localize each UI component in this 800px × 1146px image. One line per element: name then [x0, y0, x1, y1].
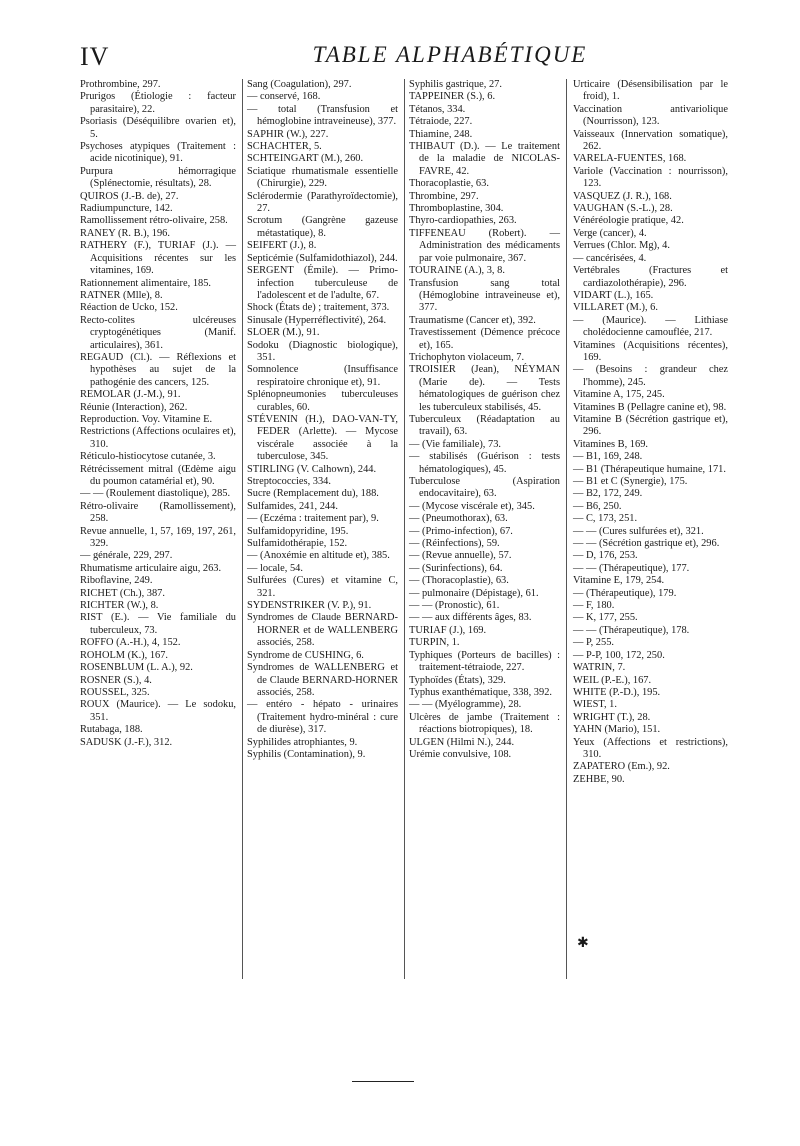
index-entry: — pulmonaire (Dépistage), 61. — [409, 587, 539, 599]
index-entry: Radiumpuncture, 142. — [80, 203, 173, 215]
index-entry: Septicémie (Sulfamidothiazol), 244. — [247, 252, 398, 264]
index-entry: RIST (E.). — Vie familiale du tuberculeux, 73. — [80, 612, 236, 636]
index-entry: Rutabaga, 188. — [80, 724, 143, 736]
index-entry: Syphilis (Contamination), 9. — [247, 748, 366, 760]
index-entry: Réunie (Interaction), 262. — [80, 401, 188, 413]
index-entry: ROSNER (S.), 4. — [80, 674, 152, 686]
index-entry: Revue annuelle, 1, 57, 169, 197, 261, 329. — [80, 525, 236, 550]
index-entry: — B1 (Thérapeutique humaine, 171. — [573, 463, 726, 475]
index-entry: SCHACHTER, 5. — [247, 141, 322, 153]
index-entry: Thoracoplastie, 63. — [409, 178, 489, 190]
page-number: IV — [80, 42, 110, 71]
index-entry: ROFFO (A.-H.), 4, 152. — [80, 637, 181, 649]
index-entry: ROUSSEL, 325. — [80, 686, 150, 698]
index-entry: ZAPATERO (Em.), 92. — [573, 761, 670, 773]
index-entry: Vitamines B, 169. — [573, 438, 648, 450]
index-entry: Psychoses atypiques (Traitement : acide nicotinique), 91. — [80, 141, 236, 165]
index-entry: ZEHBE, 90. — [573, 773, 625, 785]
bottom-rule — [352, 1081, 414, 1082]
index-entry: YAHN (Mario), 151. — [573, 724, 661, 736]
index-entry: Splénopneumonies tuberculeuses curables, 60. — [247, 389, 398, 413]
index-entry: SERGENT (Émile). — Primo-infection tuberculeuse de l'adolescent et de l'adulte, 67. — [247, 265, 398, 301]
index-entry: Syphilides atrophiantes, 9. — [247, 736, 358, 748]
index-entry: SAPHIR (W.), 227. — [247, 128, 329, 140]
index-entry: Prothrombine, 297. — [80, 79, 161, 90]
index-entry: ROUX (Maurice). — Le sodoku, 351. — [80, 699, 236, 723]
index-entry: Sciatique rhumatismale essentielle (Chirurgie), 229. — [247, 165, 398, 190]
index-entry: — — aux différents âges, 83. — [409, 612, 532, 624]
index-column-2 — [242, 79, 404, 979]
index-entry: Typhiques (Porteurs de bacilles) : traitement-tétraiode, 227. — [409, 649, 560, 674]
index-entry: Syndromes de WALLENBERG et de Claude BERNARD-HORNER associés, 258. — [247, 662, 398, 698]
index-entry: Rétrécissement mitral (Œdème aigu du poumon catamérial et), 90. — [80, 463, 236, 487]
index-entry: — B2, 172, 249. — [573, 488, 643, 500]
index-entry: RICHTER (W.), 8. — [80, 600, 159, 612]
index-entry: Transfusion sang total (Hémoglobine intraveineuse et), 377. — [409, 277, 560, 314]
index-entry: — (Thoracoplastie), 63. — [409, 575, 509, 587]
index-entry: Psoriasis (Déséquilibre ovarien et), 5. — [80, 116, 236, 140]
index-entry: Vitamines B (Pellagre canine et), 98. — [573, 401, 727, 413]
index-entry: VARELA-FUENTES, 168. — [573, 153, 687, 165]
index-columns — [80, 79, 728, 979]
index-entry: QUIROS (J.-B. de), 27. — [80, 190, 179, 202]
index-entry: — (Surinfections), 64. — [409, 562, 503, 574]
index-entry: — (Revue annuelle), 57. — [409, 550, 512, 562]
index-entry: Rhumatisme articulaire aigu, 263. — [80, 562, 222, 574]
index-entry: — locale, 54. — [247, 562, 303, 574]
index-entry: — (Eczéma : traitement par), 9. — [247, 513, 379, 525]
index-entry: RANEY (R. B.), 196. — [80, 227, 170, 239]
index-entry: — entéro - hépato - urinaires (Traitement hydro-minéral : cure de diurèse), 317. — [247, 699, 398, 736]
index-entry: Thyro-cardiopathies, 263. — [409, 215, 517, 227]
index-entry: Sucre (Remplacement du), 188. — [247, 488, 379, 500]
index-entry: REMOLAR (J.-M.), 91. — [80, 389, 181, 401]
index-entry: Réaction de Ucko, 152. — [80, 302, 178, 314]
index-entry: Urémie convulsive, 108. — [409, 748, 512, 760]
index-entry: Tuberculose (Aspiration endocavitaire), 63. — [409, 476, 560, 500]
index-entry: — K, 177, 255. — [573, 612, 638, 624]
index-entry: — — (Myélogramme), 28. — [409, 699, 522, 711]
index-entry: Recto-colites ulcéreuses cryptogénétiques (Manif. articulaires), 361. — [80, 314, 236, 351]
index-entry: — — (Thérapeutique), 177. — [573, 562, 690, 574]
index-entry: — (Mycose viscérale et), 345. — [409, 500, 535, 512]
index-entry: Sulfamides, 241, 244. — [247, 500, 338, 512]
index-entry: — P, 255. — [573, 637, 614, 649]
index-entry: WHITE (P.-D.), 195. — [573, 686, 661, 698]
index-entry: Syndrome de CUSHING, 6. — [247, 649, 364, 661]
index-entry: — — (Cures sulfurées et), 321. — [573, 525, 704, 537]
index-entry: Vaccination antivariolique (Nourrisson), 123. — [573, 103, 728, 128]
index-entry: Vaisseaux (Innervation somatique), 262. — [573, 128, 728, 153]
index-entry: ROHOLM (K.), 167. — [80, 649, 169, 661]
index-entry: — (Thérapeutique), 179. — [573, 587, 677, 599]
index-entry: Typhoïdes (États), 329. — [409, 674, 506, 686]
index-entry: Rationnement alimentaire, 185. — [80, 277, 211, 289]
index-entry: Sclérodermie (Parathyroïdectomie), 27. — [247, 190, 398, 215]
index-entry: Vitamines (Acquisitions récentes), 169. — [573, 339, 728, 363]
index-entry: — — (Pronostic), 61. — [409, 600, 500, 612]
index-entry: — total (Transfusion et hémoglobine intraveineuse), 377. — [247, 103, 398, 128]
index-entry: — (Besoins : grandeur chez l'homme), 245. — [573, 364, 728, 388]
index-entry: — B1, 169, 248. — [573, 451, 643, 463]
index-entry: — — (Sécrétion gastrique et), 296. — [573, 538, 720, 550]
index-entry: — cancérisées, 4. — [573, 252, 647, 264]
index-entry: Thiamine, 248. — [409, 128, 473, 140]
index-entry: RICHET (Ch.), 387. — [80, 587, 165, 599]
index-column-3 — [404, 79, 566, 979]
index-entry: — (Primo-infection), 67. — [409, 525, 513, 537]
index-entry: TURPIN, 1. — [409, 637, 460, 649]
index-entry: WRIGHT (T.), 28. — [573, 711, 651, 723]
index-entry: Ramollissement rétro-olivaire, 258. — [80, 215, 228, 227]
index-entry: — (Vie familiale), 73. — [409, 438, 501, 450]
index-entry: Travestissement (Démence précoce et), 165. — [409, 327, 560, 351]
index-entry: Urticaire (Désensibilisation par le froid), 1. — [573, 79, 728, 103]
index-entry: WIEST, 1. — [573, 699, 617, 711]
index-entry: Prurigos (Étiologie : facteur parasitaire), 22. — [80, 91, 236, 115]
index-entry: SYDENSTRIKER (V. P.), 91. — [247, 600, 372, 612]
index-entry: VIDART (L.), 165. — [573, 289, 654, 301]
page-header — [0, 42, 800, 82]
index-entry: SCHTEINGART (M.), 260. — [247, 153, 364, 165]
index-entry: REGAUD (Cl.). — Réflexions et hypothèses au sujet de la pathogénie des cancers, 125. — [80, 351, 236, 388]
index-entry: THIBAUT (D.). — Le traitement de la maladie de NICOLAS-FAVRE, 42. — [409, 141, 560, 177]
index-entry: Vitamine B (Sécrétion gastrique et), 296. — [573, 413, 728, 438]
index-entry: SLOER (M.), 91. — [247, 327, 320, 339]
running-title: TABLE ALPHABÉTIQUE — [312, 42, 588, 67]
index-entry: Sang (Coagulation), 297. — [247, 79, 352, 90]
index-entry: Somnolence (Insuffisance respiratoire chronique et), 91. — [247, 364, 398, 388]
index-entry: Yeux (Affections et restrictions), 310. — [573, 736, 728, 760]
index-entry: — (Pneumothorax), 63. — [409, 513, 508, 525]
index-entry: Sulfamidothérapie, 152. — [247, 538, 348, 550]
index-entry: RATNER (Mlle), 8. — [80, 289, 163, 301]
index-entry: VILLARET (M.), 6. — [573, 302, 658, 314]
index-entry: Vitamine E, 179, 254. — [573, 575, 665, 587]
index-entry: Typhus exanthématique, 338, 392. — [409, 686, 552, 698]
index-entry: Verrues (Chlor. Mg), 4. — [573, 240, 670, 252]
index-entry: Thrombine, 297. — [409, 190, 479, 202]
index-entry: — P-P, 100, 172, 250. — [573, 649, 665, 661]
index-entry: STÉVENIN (H.), DAO-VAN-TY, FEDER (Arlette). — Mycose viscérale associée à la tuberculose, 345. — [247, 413, 398, 463]
index-entry: SEIFERT (J.), 8. — [247, 240, 317, 252]
index-entry: — — (Roulement diastolique), 285. — [80, 488, 231, 500]
index-entry: Restrictions (Affections oculaires et), 310. — [80, 426, 236, 450]
index-entry: TOURAINE (A.), 3, 8. — [409, 265, 505, 277]
index-entry: TURIAF (J.), 169. — [409, 624, 487, 636]
index-entry: — (Maurice). — Lithiase cholédocienne camouflée, 217. — [573, 314, 728, 339]
index-entry: WEIL (P.-E.), 167. — [573, 674, 652, 686]
index-entry: Tétanos, 334. — [409, 103, 466, 115]
index-entry: Sulfamidopyridine, 195. — [247, 525, 349, 537]
index-entry: Scrotum (Gangrène gazeuse métastatique), 8. — [247, 215, 398, 239]
index-entry: TIFFENEAU (Robert). — Administration des médicaments par voie pulmonaire, 367. — [409, 227, 560, 264]
index-entry: Syndromes de Claude BERNARD-HORNER et de WALLENBERG associés, 258. — [247, 612, 398, 649]
index-entry: Vitamine A, 175, 245. — [573, 389, 665, 401]
index-entry: TROISIER (Jean), NÉYMAN (Marie de). — Tests hématologiques de guérison chez les tuberculeux stabilisés, 45. — [409, 364, 560, 413]
index-entry: VASQUEZ (J. R.), 168. — [573, 190, 672, 202]
index-entry: Purpura hémorragique (Splénectomie, résultats), 28. — [80, 165, 236, 190]
index-entry: — stabilisés (Guérison : tests hématologiques), 45. — [409, 451, 560, 475]
index-column-1 — [80, 79, 242, 979]
index-entry: Vénéréologie pratique, 42. — [573, 215, 684, 227]
index-entry: Vertébrales (Fractures et cardiazolothérapie), 296. — [573, 265, 728, 289]
index-entry: Traumatisme (Cancer et), 392. — [409, 314, 536, 326]
index-entry: Tétraiode, 227. — [409, 116, 473, 128]
index-entry: Rétro-olivaire (Ramollissement), 258. — [80, 500, 236, 525]
index-entry: Trichophyton violaceum, 7. — [409, 351, 525, 363]
printer-mark: ✱ — [577, 936, 589, 951]
index-entry: VAUGHAN (S.-L.), 28. — [573, 203, 673, 215]
index-entry: — — (Thérapeutique), 178. — [573, 624, 690, 636]
index-entry: — B1 et C (Synergie), 175. — [573, 476, 688, 487]
index-entry: Shock (États de) ; traitement, 373. — [247, 302, 390, 314]
index-entry: Variole (Vaccination : nourrisson), 123. — [573, 165, 728, 190]
index-entry: Sodoku (Diagnostic biologique), 351. — [247, 339, 398, 363]
index-entry: Riboflavine, 249. — [80, 575, 153, 587]
index-entry: Tuberculeux (Réadaptation au travail), 63. — [409, 413, 560, 438]
index-entry: ROSENBLUM (L. A.), 92. — [80, 662, 193, 674]
index-entry: Streptococcies, 334. — [247, 476, 331, 487]
index-entry: STIRLING (V. Calhown), 244. — [247, 463, 377, 475]
index-entry: Sinusale (Hyperréflectivité), 264. — [247, 314, 387, 326]
index-entry: Reproduction. Voy. Vitamine E. — [80, 413, 213, 425]
index-entry: — (Réinfections), 59. — [409, 538, 500, 550]
index-entry: Ulcères de jambe (Traitement : réactions biotropiques), 18. — [409, 711, 560, 736]
index-entry: TAPPEINER (S.), 6. — [409, 91, 496, 103]
index-entry: — générale, 229, 297. — [80, 550, 173, 562]
index-entry: Sulfurées (Cures) et vitamine C, 321. — [247, 575, 398, 599]
index-entry: — (Anoxémie en altitude et), 385. — [247, 550, 390, 562]
index-column-4 — [566, 79, 728, 979]
index-entry: ULGEN (Hilmi N.), 244. — [409, 736, 515, 748]
index-entry: Syphilis gastrique, 27. — [409, 79, 502, 90]
index-entry: WATRIN, 7. — [573, 662, 626, 674]
index-entry: Réticulo-histiocytose cutanée, 3. — [80, 451, 216, 463]
index-entry: Thromboplastine, 304. — [409, 203, 504, 215]
index-entry: — F, 180. — [573, 600, 615, 612]
index-entry: — D, 176, 253. — [573, 550, 638, 562]
index-entry: — C, 173, 251. — [573, 513, 638, 525]
index-entry: Verge (cancer), 4. — [573, 227, 647, 239]
index-entry: — B6, 250. — [573, 500, 622, 512]
index-entry: SADUSK (J.-F.), 312. — [80, 736, 173, 748]
index-entry: RATHERY (F.), TURIAF (J.). — Acquisitions récentes sur les vitamines, 169. — [80, 240, 236, 277]
index-entry: — conservé, 168. — [247, 91, 321, 103]
